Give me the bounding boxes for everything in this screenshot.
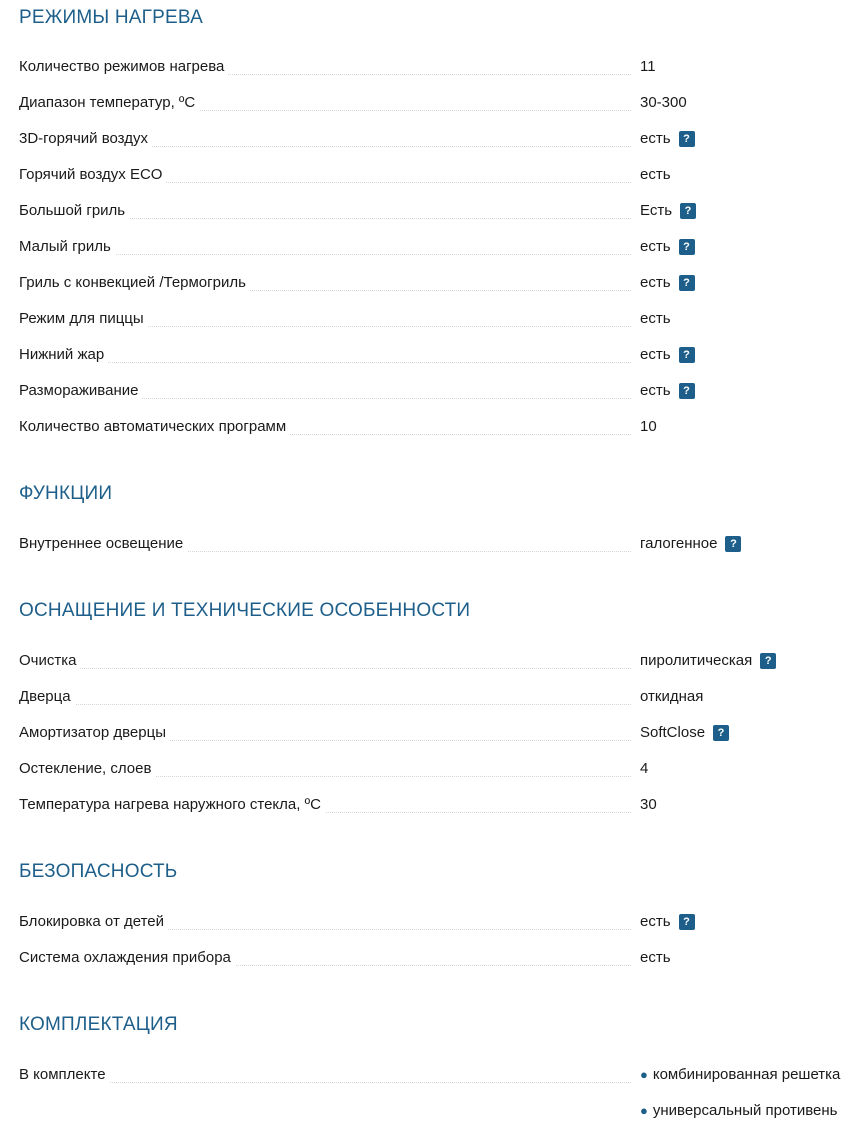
- spec-row: [19, 759, 857, 783]
- spec-label: Количество режимов нагрева: [19, 57, 228, 77]
- spec-row: [19, 651, 857, 675]
- spec-row: [19, 795, 857, 819]
- spec-row: [19, 57, 857, 81]
- spec-label: Количество автоматических программ: [19, 417, 290, 437]
- spec-value: [640, 948, 671, 968]
- help-icon[interactable]: ?: [679, 383, 695, 399]
- spec-value: [640, 759, 648, 779]
- spec-row: [19, 381, 857, 405]
- spec-value-text: есть: [640, 913, 671, 930]
- spec-value: [640, 273, 695, 293]
- bullet-icon: ●: [640, 1067, 648, 1082]
- spec-value-text: есть: [640, 274, 671, 291]
- spec-row: [19, 201, 857, 225]
- spec-value-text: есть: [640, 238, 671, 255]
- help-icon[interactable]: ?: [679, 131, 695, 147]
- section-title-heating: РЕЖИМЫ НАГРЕВА: [19, 7, 204, 28]
- spec-value-text: Есть: [640, 202, 673, 219]
- spec-label: В комплекте: [19, 1065, 110, 1085]
- spec-value-text: 10: [640, 418, 657, 435]
- spec-label: Большой гриль: [19, 201, 129, 221]
- kit-item-text: универсальный противень: [652, 1102, 838, 1119]
- spec-row: [19, 723, 857, 747]
- spec-row: [19, 129, 857, 153]
- help-icon[interactable]: ?: [725, 536, 741, 552]
- spec-row: [19, 948, 857, 972]
- spec-value: [640, 93, 687, 113]
- spec-value: [640, 723, 729, 743]
- spec-value: [640, 912, 695, 932]
- dotted-leader: [19, 362, 631, 363]
- spec-value: [640, 165, 671, 185]
- spec-value-text: SoftClose: [640, 724, 706, 741]
- spec-label: Горячий воздух ECO: [19, 165, 166, 185]
- spec-value: [640, 201, 696, 221]
- spec-row: [19, 273, 857, 297]
- spec-label: Амортизатор дверцы: [19, 723, 170, 743]
- bullet-icon: ●: [640, 1103, 648, 1118]
- spec-value-text: есть: [640, 310, 671, 327]
- spec-value: [640, 57, 656, 77]
- spec-label: Блокировка от детей: [19, 912, 168, 932]
- spec-value-text: 30: [640, 796, 657, 813]
- spec-value: [640, 534, 741, 554]
- help-icon[interactable]: ?: [680, 203, 696, 219]
- spec-label: Остекление, слоев: [19, 759, 155, 779]
- help-icon[interactable]: ?: [679, 275, 695, 291]
- spec-label: Малый гриль: [19, 237, 115, 257]
- spec-label: Нижний жар: [19, 345, 108, 365]
- spec-value-text: пиролитическая: [640, 652, 753, 669]
- spec-value-text: 30-300: [640, 94, 687, 111]
- kit-item-text: комбинированная решетка: [652, 1066, 841, 1083]
- spec-value: [640, 309, 671, 329]
- spec-label: Режим для пиццы: [19, 309, 148, 329]
- spec-value-text: 11: [640, 58, 656, 75]
- spec-value: [640, 381, 695, 401]
- spec-value: [640, 237, 695, 257]
- spec-value: [640, 795, 657, 815]
- spec-value-text: есть: [640, 166, 671, 183]
- spec-row: [19, 165, 857, 189]
- spec-label: Диапазон температур, ºС: [19, 93, 199, 113]
- spec-label: Температура нагрева наружного стекла, ºС: [19, 795, 325, 815]
- spec-row: [19, 687, 857, 711]
- spec-row: [19, 93, 857, 117]
- spec-value-text: откидная: [640, 688, 704, 705]
- spec-value: [640, 417, 657, 437]
- help-icon[interactable]: ?: [679, 914, 695, 930]
- spec-value: [640, 651, 776, 671]
- spec-value: [640, 687, 703, 707]
- spec-label: 3D-горячий воздух: [19, 129, 152, 149]
- dotted-leader: [19, 668, 631, 669]
- spec-value-text: есть: [640, 346, 671, 363]
- kit-list-item: [640, 1101, 838, 1121]
- spec-value: [640, 345, 695, 365]
- spec-value-text: галогенное: [640, 535, 718, 552]
- help-icon[interactable]: ?: [713, 725, 729, 741]
- spec-value-text: 4: [640, 760, 649, 777]
- spec-value-text: есть: [640, 130, 671, 147]
- spec-row: [19, 309, 857, 333]
- dotted-leader: [19, 1082, 631, 1083]
- section-title-functions: ФУНКЦИИ: [19, 483, 113, 504]
- spec-row: [19, 417, 857, 441]
- help-icon[interactable]: ?: [679, 239, 695, 255]
- spec-label: Внутреннее освещение: [19, 534, 187, 554]
- dotted-leader: [19, 704, 631, 705]
- spec-value: [640, 129, 695, 149]
- spec-label: Размораживание: [19, 381, 142, 401]
- spec-value-text: есть: [640, 382, 671, 399]
- section-title-kit: КОМПЛЕКТАЦИЯ: [19, 1014, 178, 1035]
- spec-label: Дверца: [19, 687, 75, 707]
- spec-label: Система охлаждения прибора: [19, 948, 235, 968]
- help-icon[interactable]: ?: [760, 653, 776, 669]
- spec-row: [19, 345, 857, 369]
- spec-label: Гриль с конвекцией /Термогриль: [19, 273, 250, 293]
- spec-label: Очистка: [19, 651, 80, 671]
- section-title-equipment: ОСНАЩЕНИЕ И ТЕХНИЧЕСКИЕ ОСОБЕННОСТИ: [19, 600, 471, 621]
- spec-row: [19, 237, 857, 261]
- help-icon[interactable]: ?: [679, 347, 695, 363]
- spec-value-text: есть: [640, 949, 671, 966]
- spec-row: [19, 534, 857, 558]
- spec-row: [19, 912, 857, 936]
- section-title-safety: БЕЗОПАСНОСТЬ: [19, 861, 178, 882]
- kit-list-item: [640, 1065, 840, 1085]
